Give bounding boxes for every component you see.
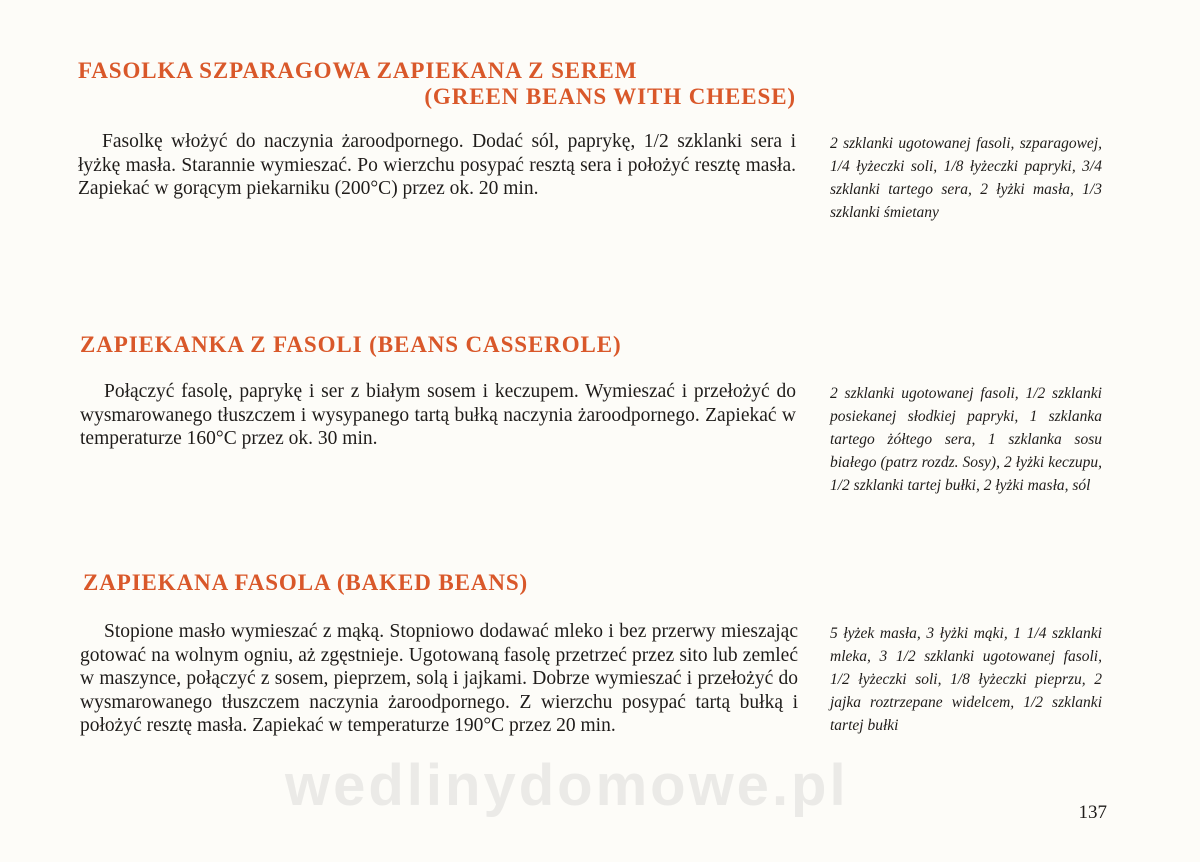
recipe-instructions-beans-casserole: Połączyć fasolę, paprykę i ser z białym sosem i keczupem. Wymieszać i przełożyć do wysmarowanego tłuszczem i wysypanego tartą bułką naczynia żaroodpornego. Zapiekać w temperaturze 160°C przez ok. 30 min. (80, 381, 796, 449)
recipe-instructions-baked-beans: Stopione masło wymieszać z mąką. Stopniowo dodawać mleko i bez przerwy mieszając gotować na wolnym ogniu, aż zgęstnieje. Ugotowaną fasolę przetrzeć przez sito lub zemleć w maszynce, połączyć z sosem, pieprzem, solą i jajkami. Dobrze wymieszać i przełożyć do wysmarowanego tłuszczem naczynia żaroodpornego. Z wierzchu posypać tartą bułką i położyć resztę masła. Zapiekać w temperaturze 190°C przez 20 min. (80, 621, 798, 736)
page-number: 137 (1078, 802, 1107, 823)
recipe-instructions-green-beans: Fasolkę włożyć do naczynia żaroodpornego. Dodać sól, paprykę, 1/2 szklanki sera i łyżkę masła. Starannie wymieszać. Po wierzchu posypać resztą sera i położyć resztę masła. Zapiekać w gorącym piekarniku (200°C) przez ok. 20 min. (78, 131, 796, 199)
recipe-ingredients-baked-beans: 5 łyżek masła, 3 łyżki mąki, 1 1/4 szklanki mleka, 3 1/2 szklanki ugotowanej fasoli, 1/2 łyżeczki soli, 1/8 łyżeczki pieprzu, 2 jajka roztrzepane widelcem, 1/2 szklanki tartej bułki (830, 625, 1102, 734)
recipe-title-line1: ZAPIEKANA FASOLA (BAKED BEANS) (83, 570, 529, 595)
recipe-ingredients-green-beans: 2 szklanki ugotowanej fasoli, szparagowej, 1/4 łyżeczki soli, 1/8 łyżeczki papryki, 3/4 szklanki tartego sera, 2 łyżki masła, 1/3 szklanki śmietany (830, 135, 1102, 221)
recipe-title-line1: ZAPIEKANKA Z FASOLI (BEANS CASSEROLE) (80, 332, 622, 357)
recipe-title-line1: FASOLKA SZPARAGOWA ZAPIEKANA Z SEREM (78, 58, 638, 83)
watermark: wedlinydomowe.pl (285, 753, 849, 818)
recipe-title-baked-beans (83, 570, 528, 596)
recipe-ingredients-beans-casserole: 2 szklanki ugotowanej fasoli, 1/2 szklanki posiekanej słodkiej papryki, 1 szklanka tartego żółtego sera, 1 szklanka sosu białego (patrz rozdz. Sosy), 2 łyżki keczupu, 1/2 szklanki tartej bułki, 2 łyżki masła, sól (830, 385, 1102, 494)
recipe-title-line2: (GREEN BEANS WITH CHEESE) (424, 84, 796, 109)
recipe-title-beans-casserole (80, 332, 622, 358)
recipe-title-green-beans (78, 58, 796, 110)
